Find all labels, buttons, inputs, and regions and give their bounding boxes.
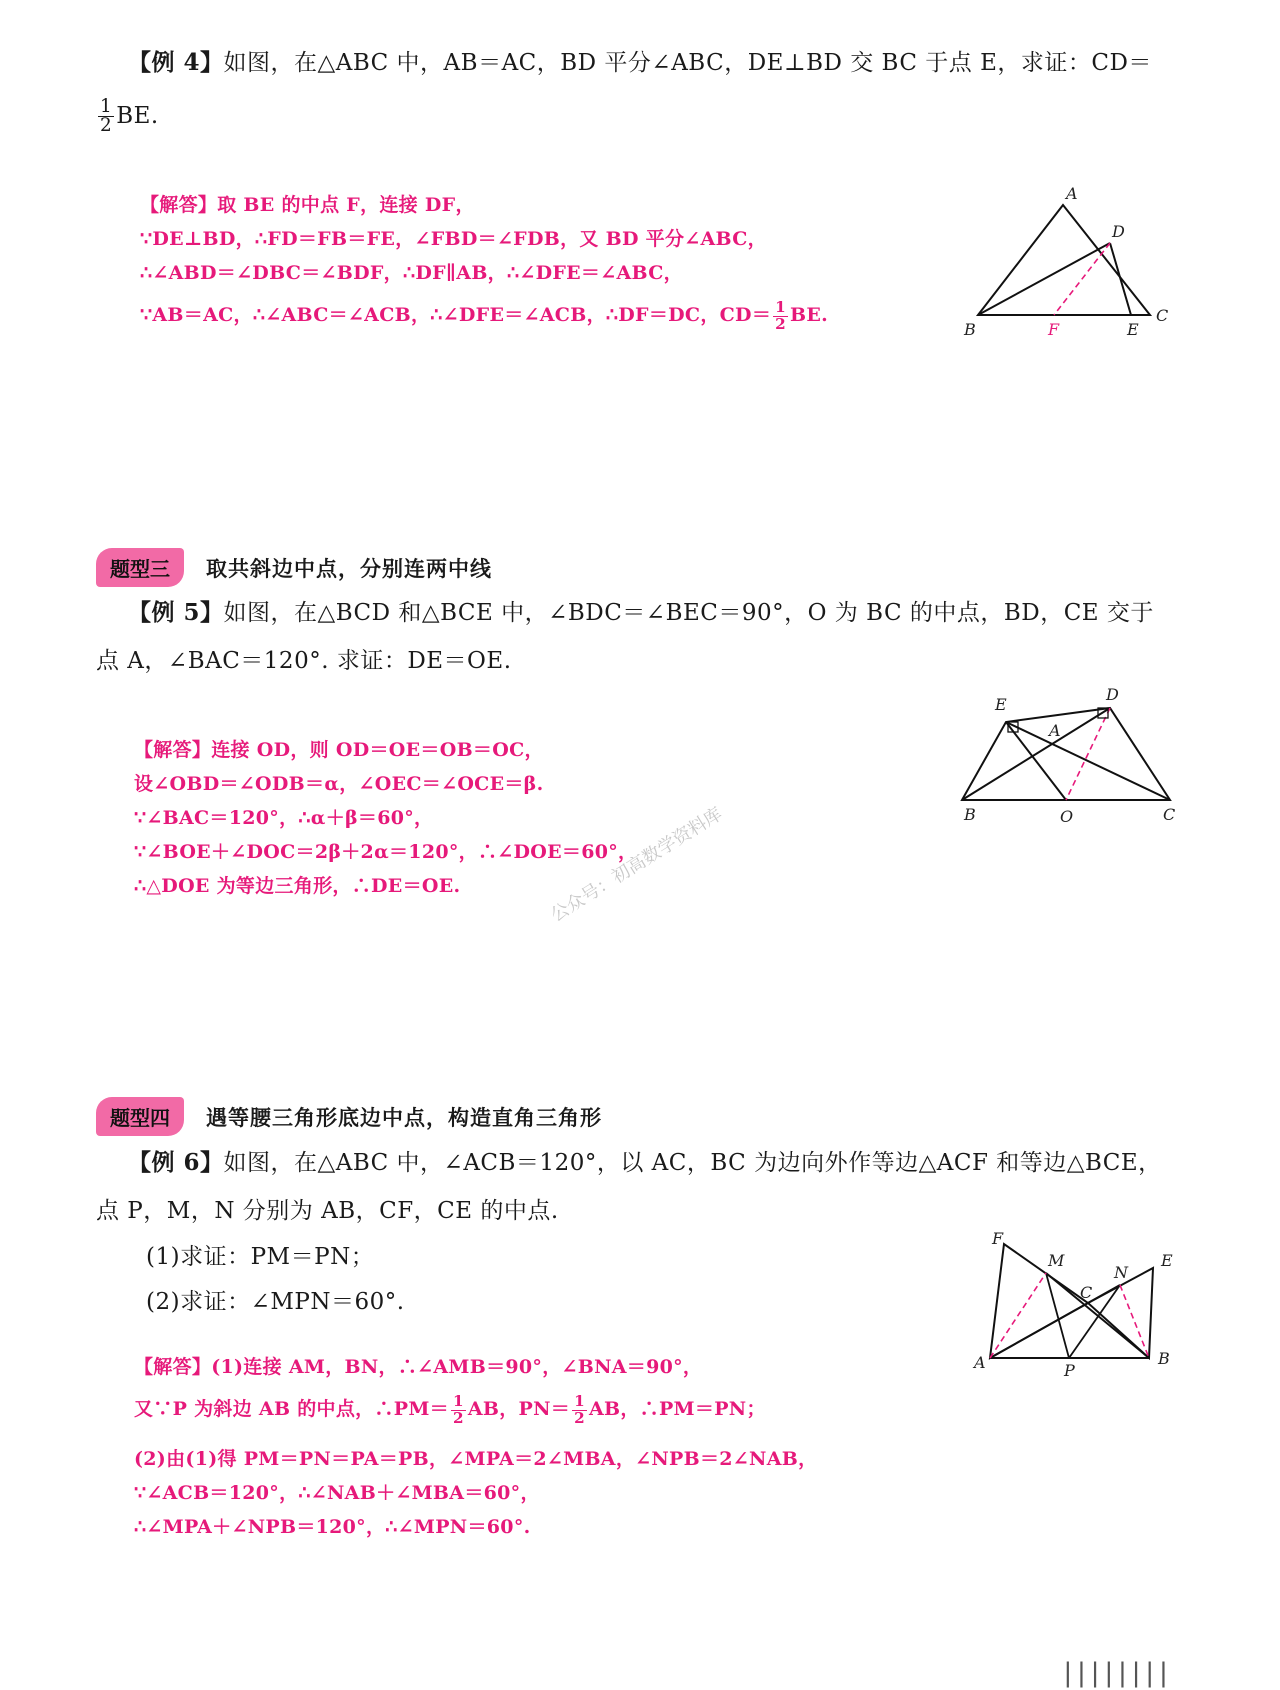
- example4-answer-line3: ∴∠ABD＝∠DBC＝∠BDF，∴DF∥AB，∴∠DFE＝∠ABC，: [140, 262, 683, 284]
- segment-de: [1110, 243, 1131, 315]
- example6-label: 【例 6】: [128, 1149, 224, 1176]
- example5-answer-line3: ∵∠BAC＝120°，∴α＋β＝60°，: [134, 807, 434, 829]
- label-C: C: [1163, 805, 1176, 824]
- label-A: A: [1066, 185, 1078, 203]
- example4-answer-fraction: $\frac{1}{2}$: [775, 298, 787, 333]
- example4-answer-line4: ∵AB＝AC，∴∠ABC＝∠ACB，∴∠DFE＝∠ACB，∴DF＝DC，CD＝ $\frac{1}{2}$ BE.: [140, 298, 829, 333]
- segment-bd: [978, 243, 1110, 315]
- example5-statement-line2: 点 A，∠BAC＝120°. 求证：DE＝OE.: [96, 648, 512, 674]
- label-E: E: [1161, 1251, 1173, 1270]
- label-E: E: [1127, 320, 1139, 339]
- label-P: P: [1064, 1361, 1075, 1380]
- triangle-acf: [990, 1244, 1088, 1358]
- example4-statement: [128, 44, 1152, 77]
- label-O: O: [1060, 807, 1074, 826]
- example6-figure: [968, 1230, 1178, 1380]
- section4-header: [96, 1097, 602, 1136]
- section3-title: 取共斜边中点，分别连两中线: [206, 556, 492, 581]
- example6-answer-line3: (2)由(1)得 PM＝PN＝PA＝PB，∠MPA＝2∠MBA，∠NPB＝2∠NAB，: [134, 1448, 818, 1470]
- example6-answer-fraction-pn: $\frac{1}{2}$: [574, 1392, 585, 1427]
- example4-label: 【例 4】: [128, 49, 224, 76]
- label-D: D: [1106, 688, 1119, 704]
- label-F: F: [1048, 320, 1060, 339]
- example5-figure: [955, 688, 1185, 828]
- label-D: D: [1112, 222, 1125, 241]
- segment-bm: [1046, 1273, 1149, 1358]
- example5-answer-line2: 设∠OBD＝∠ODB＝α，∠OEC＝∠OCE＝β.: [134, 773, 544, 795]
- example4-answer-line1: 【解答】取 BE 的中点 F，连接 DF，: [140, 194, 475, 216]
- example6-answer-fraction-pm: $\frac{1}{2}$: [452, 1392, 464, 1427]
- section3-header: [96, 548, 492, 587]
- section4-title: 遇等腰三角形底边中点，构造直角三角形: [206, 1105, 602, 1130]
- example4-answer-line2: ∵DE⊥BD，∴FD＝FB＝FE，∠FBD＝∠FDB，又 BD 平分∠ABC，: [140, 228, 767, 250]
- example6-answer-line1: 【解答】(1)连接 AM，BN，∴∠AMB＝90°，∠BNA＝90°，: [134, 1356, 703, 1378]
- label-C: C: [1080, 1283, 1093, 1302]
- segment-an: [990, 1285, 1120, 1358]
- example4-fraction: $\frac{1}{2}$: [100, 96, 113, 137]
- example4-text-after: BE.: [116, 102, 159, 129]
- label-F: F: [992, 1230, 1004, 1248]
- example4-statement-end: [96, 98, 159, 136]
- label-E: E: [995, 695, 1007, 714]
- segment-df-dashed: [1054, 243, 1110, 315]
- label-A: A: [974, 1353, 986, 1372]
- label-B: B: [1158, 1349, 1170, 1368]
- section4-tag: 题型四: [96, 1097, 184, 1136]
- example6-question1: (1)求证：PM＝PN；: [146, 1244, 375, 1270]
- label-B: B: [964, 320, 976, 339]
- example5-label: 【例 5】: [128, 599, 224, 626]
- example5-answer-line5: ∴△DOE 为等边三角形，∴DE＝OE.: [134, 875, 461, 897]
- label-M: M: [1048, 1251, 1065, 1270]
- example6-answer-line2: 又∵P 为斜边 AB 的中点，∴PM＝ $\frac{1}{2}$ AB，PN＝ $\frac{1}{2}$ AB，∴PM＝PN；: [134, 1392, 766, 1427]
- example6-answer-line4: ∵∠ACB＝120°，∴∠NAB＋∠MBA＝60°，: [134, 1482, 540, 1504]
- example4-text: 如图，在△ABC 中，AB＝AC，BD 平分∠ABC，DE⊥BD 交 BC 于点 E，求证：CD＝: [223, 50, 1152, 76]
- label-N: N: [1114, 1263, 1128, 1282]
- section3-tag: 题型三: [96, 548, 184, 587]
- example6-question2: (2)求证：∠MPN＝60°.: [146, 1289, 405, 1315]
- label-A: A: [1049, 721, 1061, 740]
- example6-statement-line2: 点 P，M，N 分别为 AB，CF，CE 的中点.: [96, 1198, 559, 1224]
- example5-answer-line1: 【解答】连接 OD，则 OD＝OE＝OB＝OC，: [134, 739, 544, 761]
- example6-answer-line5: ∴∠MPA＋∠NPB＝120°，∴∠MPN＝60°.: [134, 1516, 531, 1538]
- example5-answer-line4: ∵∠BOE＋∠DOC＝2β＋2α＝120°，∴∠DOE＝60°，: [134, 841, 638, 863]
- watermark: 公众号：初高数学资料库: [547, 803, 727, 927]
- example6-statement-line1: 【例 6】如图，在△ABC 中，∠ACB＝120°，以 AC，BC 为边向外作等边△ACF 和等边△BCE，: [128, 1149, 1162, 1176]
- example5-statement-line1: 【例 5】如图，在△BCD 和△BCE 中，∠BDC＝∠BEC＝90°，O 为 BC 的中点，BD，CE 交于: [128, 599, 1154, 626]
- label-C: C: [1156, 306, 1169, 325]
- label-B: B: [964, 805, 976, 824]
- corner-logo: ||||||||: [1060, 1658, 1170, 1688]
- example4-figure: [960, 185, 1180, 345]
